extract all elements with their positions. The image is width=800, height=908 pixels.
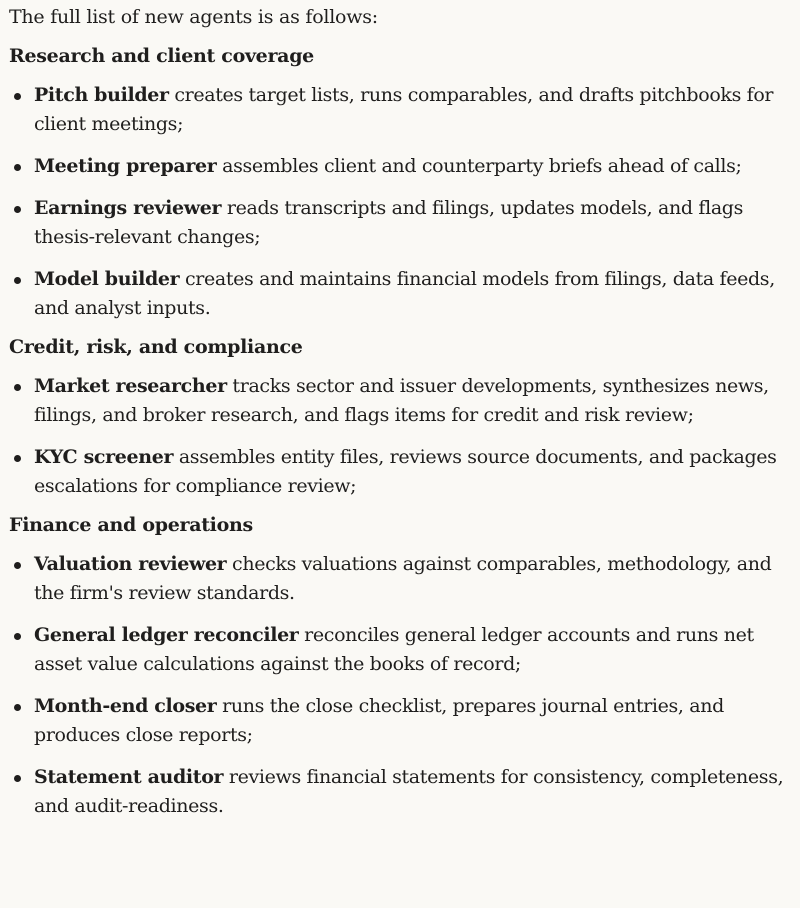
agent-name: Model builder <box>34 268 180 290</box>
agent-name: Pitch builder <box>34 84 169 106</box>
bullet-icon <box>14 164 21 171</box>
section-credit <box>9 333 786 501</box>
agent-description: tracks sector and issuer developments, synthesizes news, filings, and broker research, and flags items for credit and risk review; <box>34 375 769 426</box>
agent-name: Month-end closer <box>34 695 217 717</box>
bullet-icon <box>14 562 21 569</box>
bullet-icon <box>14 633 21 640</box>
agent-name: Market researcher <box>34 375 227 397</box>
agent-name: Earnings reviewer <box>34 197 222 219</box>
list-item <box>9 621 786 679</box>
agent-name: Valuation reviewer <box>34 553 227 575</box>
section-finance <box>9 511 786 821</box>
agent-description: reviews financial statements for consistency, completeness, and audit-readiness. <box>34 766 784 817</box>
bullet-icon <box>14 93 21 100</box>
agent-description: assembles entity files, reviews source documents, and packages escalations for compliance review; <box>34 446 777 497</box>
section-heading: Research and client coverage <box>9 45 314 67</box>
agent-description: creates target lists, runs comparables, and drafts pitchbooks for client meetings; <box>34 84 774 135</box>
list-item <box>9 81 786 139</box>
list-item <box>9 372 786 430</box>
agent-name: General ledger reconciler <box>34 624 299 646</box>
bullet-icon <box>14 277 21 284</box>
agent-description: assembles client and counterparty briefs ahead of calls; <box>216 155 742 177</box>
list-item <box>9 194 786 252</box>
list-item <box>9 692 786 750</box>
intro-paragraph: The full list of new agents is as follows: <box>9 6 378 28</box>
list-item <box>9 152 786 181</box>
agent-description: checks valuations against comparables, methodology, and the firm's review standards. <box>34 553 772 604</box>
bullet-icon <box>14 384 21 391</box>
agent-list <box>9 372 786 501</box>
agent-list <box>9 81 786 323</box>
agent-description: runs the close checklist, prepares journal entries, and produces close reports; <box>34 695 724 746</box>
list-item <box>9 265 786 323</box>
agent-name: Statement auditor <box>34 766 224 788</box>
agent-list <box>9 550 786 821</box>
agent-description: reconciles general ledger accounts and runs net asset value calculations against the books of record; <box>34 624 754 675</box>
bullet-icon <box>14 775 21 782</box>
section-heading: Finance and operations <box>9 514 253 536</box>
bullet-icon <box>14 455 21 462</box>
section-heading: Credit, risk, and compliance <box>9 336 303 358</box>
bullet-icon <box>14 704 21 711</box>
agent-description: creates and maintains financial models from filings, data feeds, and analyst inputs. <box>34 268 775 319</box>
bullet-icon <box>14 206 21 213</box>
agent-name: Meeting preparer <box>34 155 217 177</box>
list-item <box>9 443 786 501</box>
section-research <box>9 42 786 323</box>
list-item <box>9 763 786 821</box>
agent-name: KYC screener <box>34 446 174 468</box>
list-item <box>9 550 786 608</box>
agent-description: reads transcripts and filings, updates models, and flags thesis-relevant changes; <box>34 197 744 248</box>
